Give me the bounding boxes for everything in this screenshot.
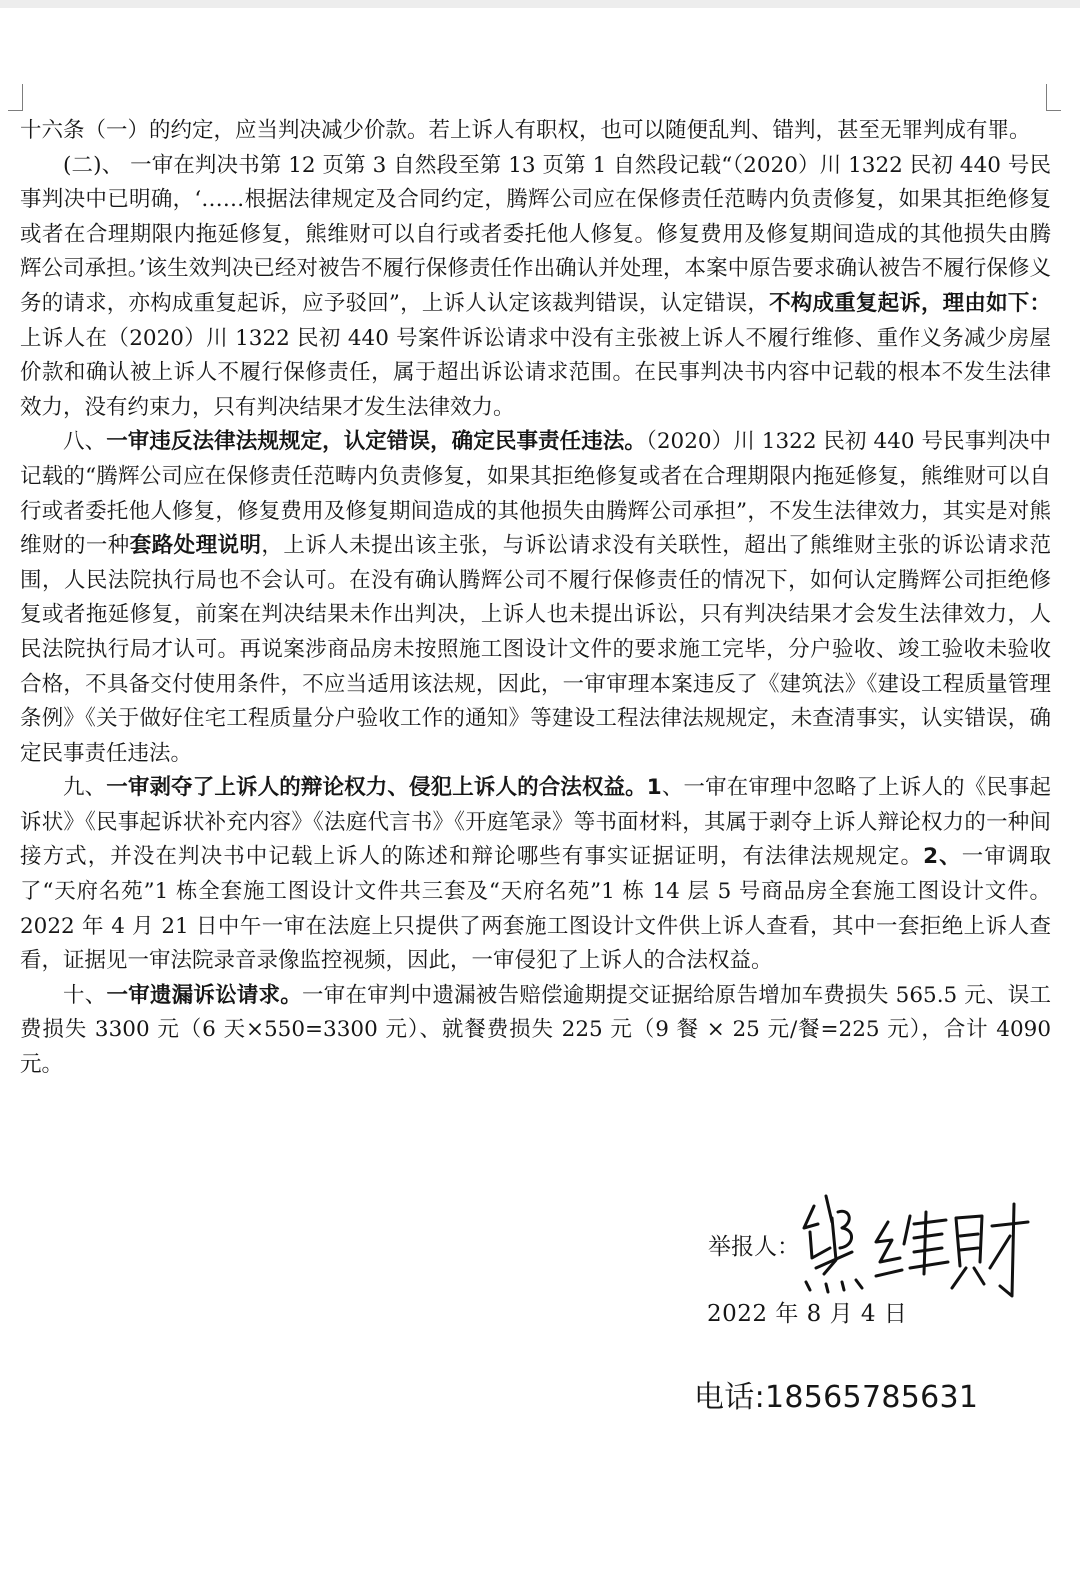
paragraph-bold-text: 一审遗漏诉讼请求。 [106, 982, 302, 1008]
crop-mark-right [1046, 84, 1061, 111]
paragraph-text: 十、 [63, 982, 107, 1008]
paragraph-bold-text: 2、 [923, 844, 962, 870]
paragraph-text: 上诉人在（2020）川 1322 民初 440 号案件诉讼请求中没有主张被上诉人不履行维修、重作义务减少房屋价款和确认被上诉人不履行保修责任，属于超出诉讼请求范围。在民事判决书内容中记载的根本不发生法律效力，没有约束力，只有判决结果才发生法律效力。 [20, 325, 1051, 420]
paragraph-text: 一审调取了“天府名苑”1 栋全套施工图设计文件共三套及“天府名苑”1 栋 14 层 5 号商品房全套施工图设计文件。2022 年 4 月 21 日中午一审在法庭上只提供了两套施工图设计文件供上诉人查看，其中一套拒绝上诉人查看，证据见一审法院录音录像监控视频，因此，一审侵犯了上诉人的合法权益。 [20, 844, 1051, 974]
contact-phone: 电话:18565785631 [694, 1380, 979, 1415]
paragraph-text: 九、 [63, 775, 107, 801]
paragraph-text: (二)、 一审在判决书第 12 页第 3 自然段至第 13 页第 1 自然段记载“（2020）川 1322 民初 440 号民事判决中已明确，‘……根据法律规定及合同约定，腾辉公司应在保修责任范畴内负责修复，如果其拒绝修复或者在合理期限内拖延修复，熊维财可以自行或者委托他人修复。修复费用及修复期间造成的其他损失由腾辉公司承担。’该生效判决已经对被告不履行保修责任作出确认并处理，本案中原告要求确认被告不履行保修义务的请求，亦构成重复起诉，应予驳回”，上诉人认定该裁判错误，认定错误， [20, 152, 1051, 316]
paragraph-point-9 [20, 771, 1051, 979]
paragraph-point-10 [20, 979, 1051, 1083]
page-top-edge [0, 0, 1080, 8]
document-date: 2022 年 8 月 4 日 [707, 1301, 908, 1327]
paragraph-text: 十六条（一）的约定，应当判决减少价款。若上诉人有职权，也可以随便乱判、错判，甚至无罪判成有罪。 [20, 118, 1031, 143]
paragraph-continuation [20, 114, 1051, 149]
paragraph-bold-text: 不构成重复起诉，理由如下： [769, 290, 1051, 316]
handwritten-signature [796, 1188, 1036, 1308]
paragraph-point-2 [20, 149, 1051, 426]
paragraph-text: 一审在审判中遗漏被告赔偿逾期提交证据给原告增加车费损失 565.5 元、误工费损失 3300 元（6 天×550=3300 元）、就餐费损失 225 元（9 餐 × 25 元/餐=225 元），合计 4090 元。 [20, 982, 1051, 1078]
paragraph-text: ，上诉人未提出该主张，与诉讼请求没有关联性，超出了熊维财主张的诉讼请求范围，人民法院执行局也不会认可。在没有确认腾辉公司不履行保修责任的情况下，如何认定腾辉公司拒绝修复或者拖延修复，前案在判决结果未作出判决，上诉人也未提出诉讼，只有判决结果才会发生法律效力，人民法院执行局才认可。再说案涉商品房未按照施工图设计文件的要求施工完毕，分户验收、竣工验收未验收合格，不具备交付使用条件，不应当适用该法规，因此，一审审理本案违反了《建筑法》《建设工程质量管理条例》《关于做好住宅工程质量分户验收工作的通知》等建设工程法律法规规定，未查清事实，认实错误，确定民事责任违法。 [20, 533, 1051, 766]
paragraph-bold-text: 一审剥夺了上诉人的辩论权力、侵犯上诉人的合法权益。1 [106, 775, 662, 801]
reporter-label: 举报人： [708, 1234, 800, 1260]
paragraph-text: 、一审在审理中忽略了上诉人的《民事起诉状》《民事起诉状补充内容》《法庭代言书》《开庭笔录》等书面材料，其属于剥夺上诉人辩论权力的一种间接方式，并没在判决书中记载上诉人的陈述和辩论哪些有事实证据证明，有法律法规规定。 [20, 775, 1051, 870]
paragraph-point-8 [20, 425, 1051, 771]
paragraph-text: （2020）川 1322 民初 440 号民事判决中记载的“腾辉公司应在保修责任范畴内负责修复，如果其拒绝修复或者在合理期限内拖延修复，熊维财可以自行或者委托他人修复，修复费用及修复期间造成的其他损失由腾辉公司承担”，不发生法律效力，其实是对熊维财的一种 [20, 429, 1051, 559]
paragraph-bold-text: 一审违反法律法规规定，认定错误，确定民事责任违法。 [106, 429, 647, 455]
paragraph-text: 八、 [63, 429, 107, 455]
crop-mark-left [8, 84, 23, 111]
document-body [20, 114, 1051, 1083]
paragraph-bold-text: 套路处理说明 [129, 533, 262, 559]
